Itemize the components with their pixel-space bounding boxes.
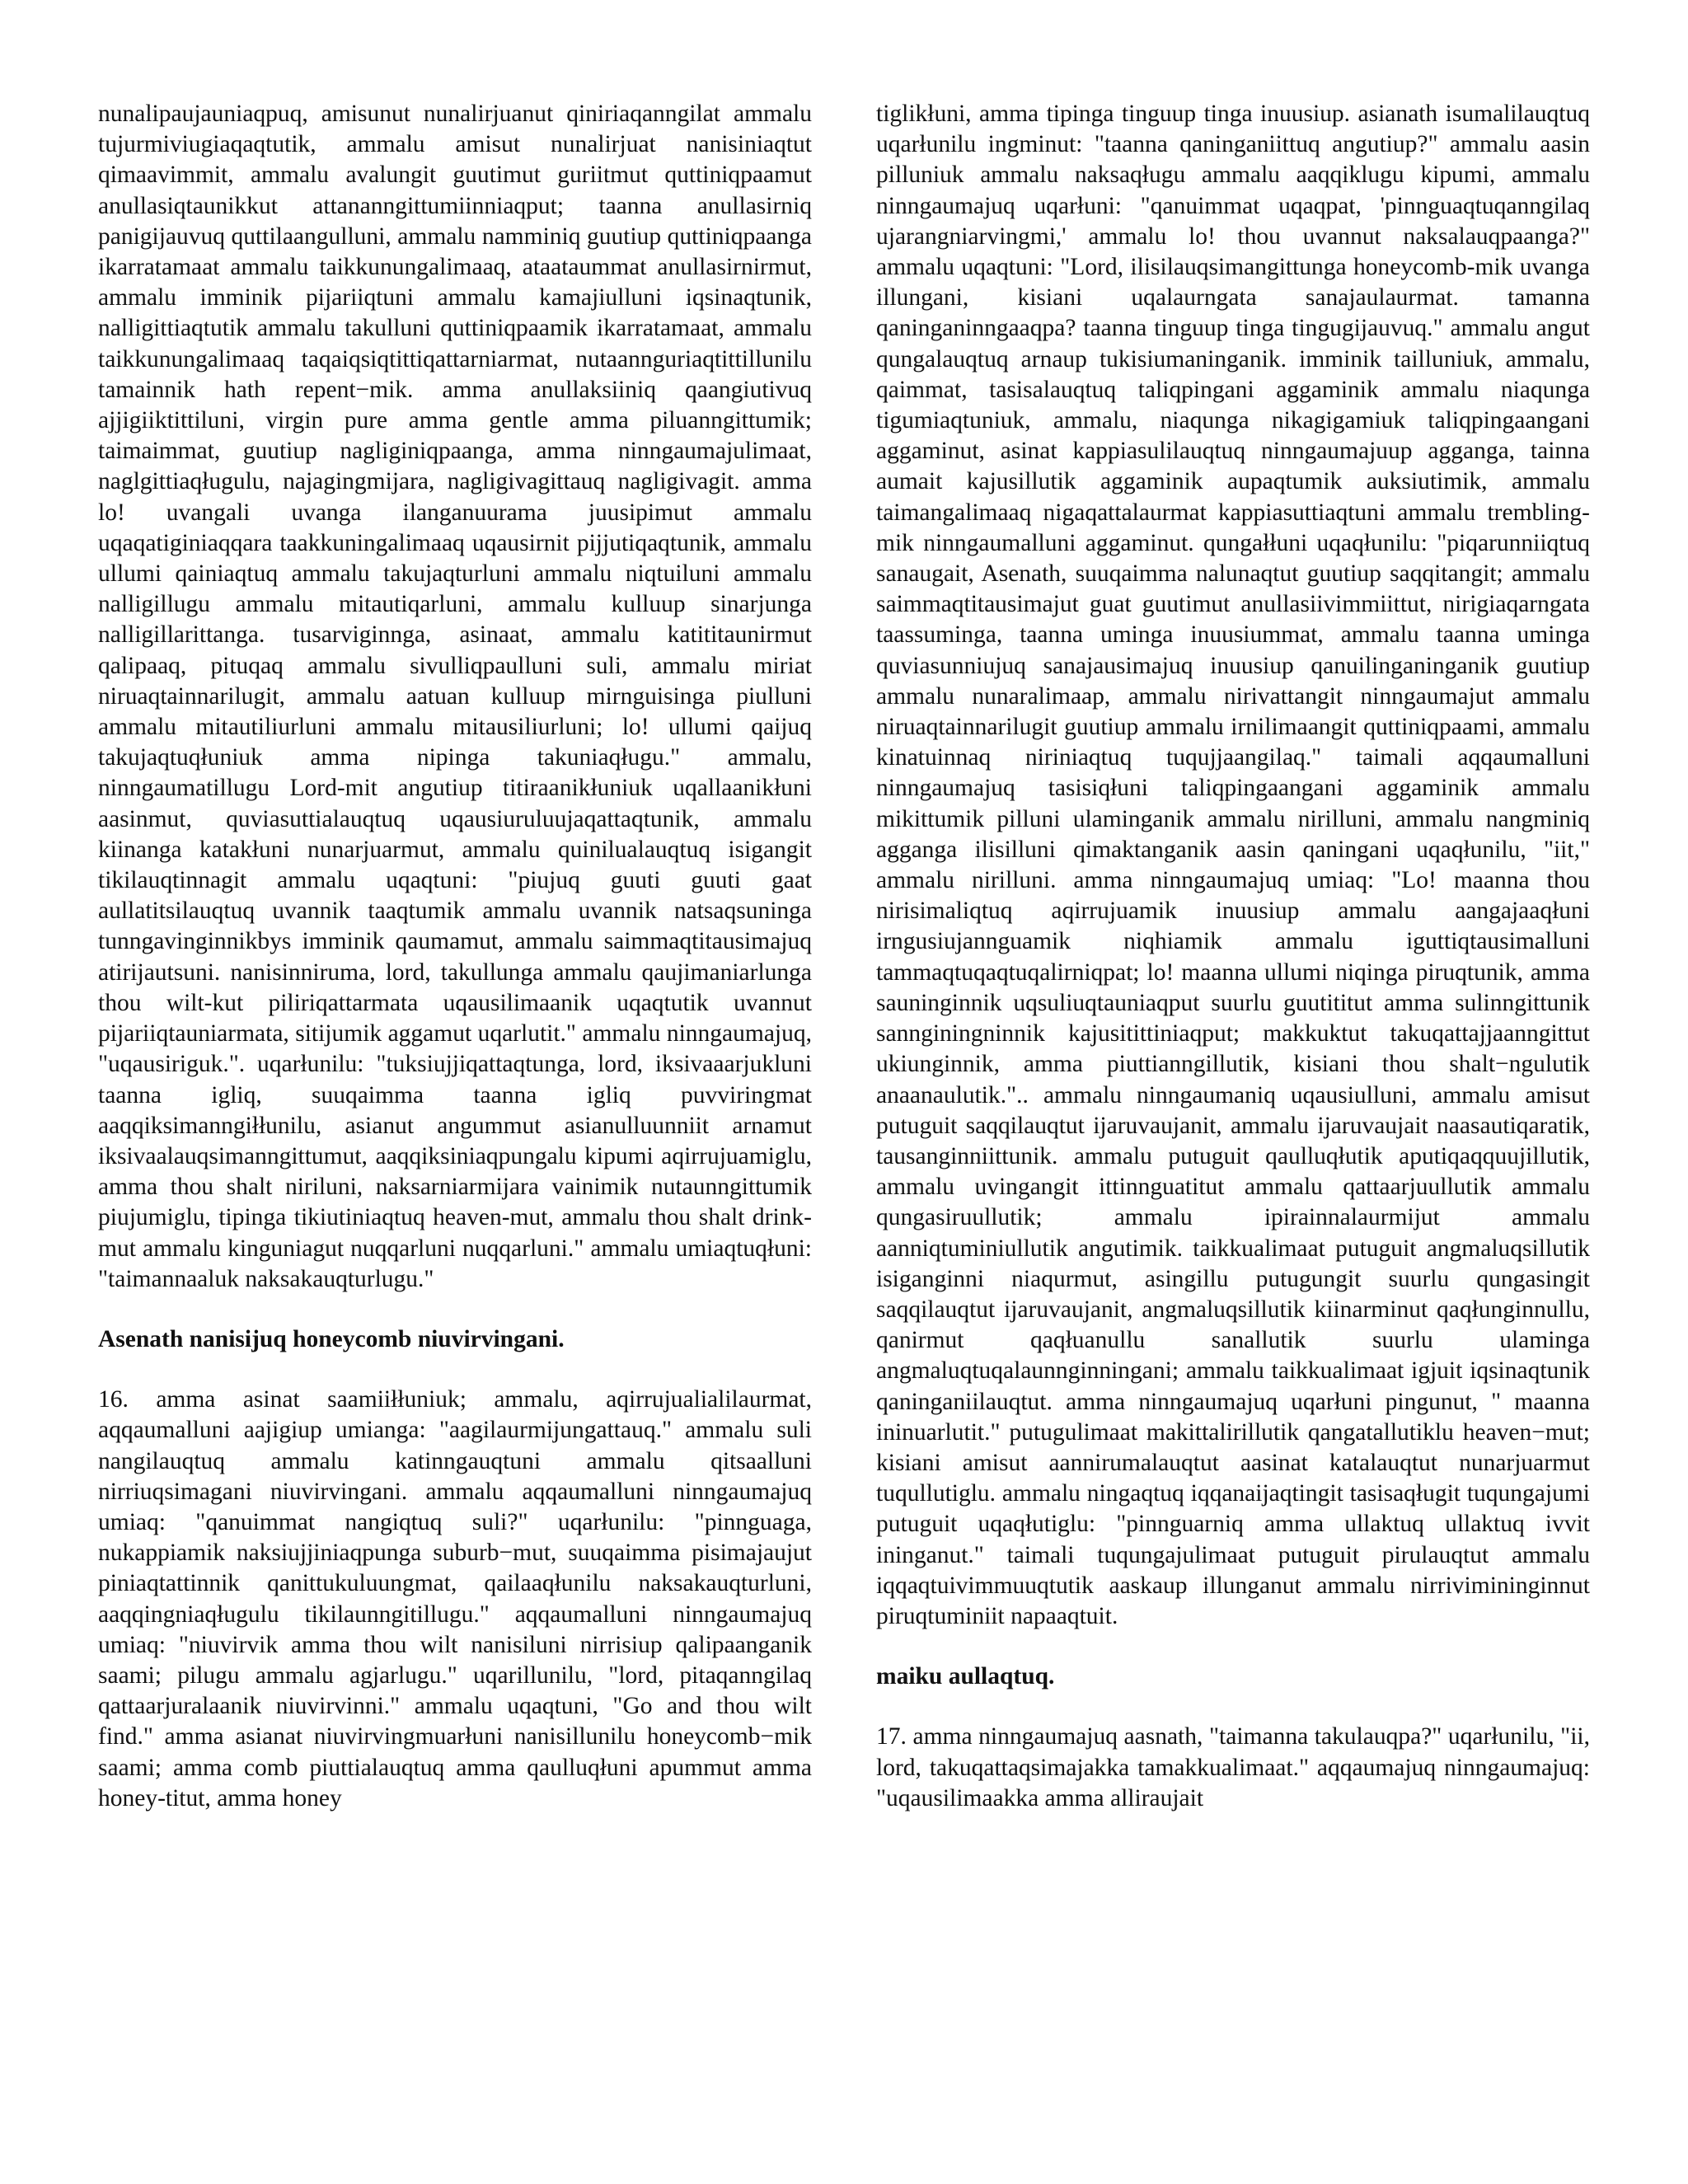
right-column (876, 99, 1590, 2110)
section-heading: maiku aullaqtuq. (876, 1663, 1055, 1690)
body-paragraph: nunalipaujauniaqpuq, amisunut nunalirjuanut qiniriaqanngilat ammalu tujurmiviugiaqaqtutik, ammalu amisut nunalirjuat nanisiniaqtut qimaavimmit, ammalu avalungit guutimut guriitmut quttiniqpaamut anullasiqtaunikkut attananngittumiinniaqput; taanna anullasirniq panigijauvuq quttilaangulluni, ammalu namminiq guutiup quttiniqpaanga ikarratamaat ammalu taikkunungalimaaq, ataataummat anullasirnirmut, ammalu imminik pijariiqtuni ammalu kamajiulluni iqsinaqtunik, nalligittiaqtutik ammalu takulluni quttiniqpaamik ikarratamaat, ammalu taikkunungalimaaq taqaiqsiqtittiqattarniarmat, nutaannguriaqtittillunilu tamainnik hath repent−mik. amma anullaksiiniq qaangiutivuq ajjigiiktittiluni, virgin pure amma gentle amma piluanngittumik; taimaimmat, guutiup nagliginiqpaanga, amma ninngaumajulimaat, naglgittiaqługulu, najagingmijara, nagligivagittauq nagligivagit. amma lo! uvangali uvanga ilanganuurama juusipimut ammalu uqaqatiginiaqqara taakkuningalimaaq uqausirnit pijjutiqaqtunik, ammalu ullumi qainiaqtuq ammalu takujaqturluni ammalu niqtuiluni ammalu nalligillugu ammalu mitautiqarluni, ammalu kulluup sinarjunga nalligillarittanga. tusarviginnga, asinaat, ammalu katititaunirmut qalipaaq, pituqaq ammalu sivulliqpaulluni suli, ammalu miriat niruaqtainnarilugit, ammalu aatuan kulluup mirnguisinga piulluni ammalu mitautiliurluni ammalu mitausiliurluni; lo! ullumi qaijuq takujaqtuqłuniuk amma nipinga takuniaqługu." ammalu, ninngaumatillugu Lord-mit angutiup titiraanikłuniuk uqallaanikłuni aasinmut, quviasuttialauqtuq uqausiuruluujaqattaqtunik, ammalu kiinanga katakłuni nunarjuarmut, ammalu quinilualauqtuq isigangit tikilauqtinnagit ammalu uqaqtuni: "piujuq guuti guuti gaat aullatitsilauqtuq uvannik taaqtumik ammalu uvannik natsaqsuninga tunngavinginnikbys imminik qaumamut, ammalu saimmaqtitausimajuq atirijautsuni. nanisinniruma, lord, takullunga ammalu qaujimaniarlunga thou wilt-kut piliriqattarmata uqausilimaanik uqaqtutik uvannut pijariiqtauniarmata, sitijumik aggamut uqarlutit." ammalu ninngaumajuq, "uqausiriguk.". uqarłunilu: "tuksiujjiqattaqtunga, lord, iksivaaarjukluni taanna igliq, suuqaimma taanna igliq puvviringmat aaqqiksimanngiłłunilu, asianut angummut asianulluunniit arnamut iksivaalauqsimanngittumut, aaqqiksiniaqpungalu kipumi aqirrujuamiglu, amma thou shalt niriluni, naksarniarmijara vainimik nutaunngittumik piujumiglu, tipinga tikiutiniaqtuq heaven-mut, ammalu thou shalt drink-mut ammalu kinguniagut nuqqarluni nuqqarluni." ammalu umiaqtuqłuni: "taimannaaluk naksakauqturlugu." (98, 101, 812, 1292)
body-paragraph: 17. amma ninngaumajuq aasnath, "taimanna takulauqpa?" uqarłunilu, "ii, lord, takuqattaqsimajakka tamakkualimaat." aqqaumajuq ninngaumajuq: "uqausilimaakka amma alliraujait (876, 1723, 1590, 1811)
section-heading: Asenath nanisijuq honeycomb niuvirvingani. (98, 1325, 565, 1352)
body-paragraph: tiglikłuni, amma tipinga tinguup tinga inuusiup. asianath isumalilauqtuq uqarłunilu ingminut: "taanna qaninganiittuq angutiup?" ammalu aasin pilluniuk ammalu naksaqługu ammalu aaqqiklugu kipumi, ammalu ninngaumajuq uqarłuni: "qanuimmat uqaqpat, 'pinnguaqtuqanngilaq ujarangniarvingmi,' ammalu lo! thou uvannut naksalauqpaanga?" ammalu uqaqtuni: "Lord, ilisilauqsimangittunga honeycomb-mik uvanga illungani, kisiani uqalaurngata sanajaulaurmat. tamanna qaninganinngaaqpa? taanna tinguup tinga tingugijauvuq." ammalu angut qungalauqtuq arnaup tukisiumaninganik. imminik tailluniuk, ammalu, qaimmat, tasisalauqtuq taliqpingani aggaminik ammalu niaqunga tigumiaqtuniuk, ammalu, niaqunga nikagigamiuk taliqpingaangani aggaminut, asinat kappiasulilauqtuq ninngaumajuup agganga, tainna aumait kajusillutik aggaminik aupaqtumik auksiutimik, ammalu taimangalimaaq nigaqattalaurmat kappiasuttiaqtuni ammalu trembling-mik ninngaumalluni aggaminut. qungałłuni uqaqłunilu: "piqarunniiqtuq sanaugait, Asenath, suuqaimma nalunaqtut guutiup saqqitangit; ammalu saimmaqtitausimajut guat guutimut anullasiivimmiittut, nirigiaqarngata taassuminga, taanna uminga inuusiummat, ammalu taanna uminga quviasunniujuq sanajausimajuq inuusiup qanuilinganinganik guutiup ammalu nunaralimaap, ammalu nirivattangit ninngaumajut ammalu niruaqtainnarilugit guutiup ammalu irnilimaangit quttiniqpaami, ammalu kinatuinnaq niriniaqtuq tuqujjaangilaq." taimali aqqaumalluni ninngaumajuq tasisiqłuni taliqpingaangani aggaminik ammalu mikittumik pilluni ulaminganik ammalu nirilluni, ammalu nangminiq agganga ilisilluni qimaktanganik aasin qaningani uqaqłunilu, "iit," ammalu nirilluni. amma ninngaumajuq umiaq: "Lo! maanna thou nirisimaliqtuq aqirrujuamik inuusiup ammalu aangajaaqłuni irngusiujannguamik niqhiamik ammalu iguttiqtausimalluni tammaqtuqaqtuqalirniqpat; lo! maanna ullumi niqinga piruqtunik, amma sauninginnik uqsuliuqtauniaqput suurlu guutititut amma sulinngittunik sannginingninnik kajusitittiniaqput; makkuktut takuqattajjaanngittut ukiunginnik, amma piuttianngillutik, kisiani thou shalt−ngulutik anaanaulutik.".. ammalu ninngaumaniq uqausiulluni, ammalu amisut putuguit saqqilauqtut ijaruvaujanit, ammalu ijaruvaujait naasautiqaratik, tausanginniittunik. ammalu putuguit qaulluqłutik aputiqaqquujillutik, ammalu uvingangit ittinnguatitut ammalu qattaarjuullutik ammalu qungasiruullutik; ammalu ipirainnalaurmijut ammalu aanniqtuminiullutik angutimik. taikkualimaat putuguit angmaluqsillutik isiganginni niaqurmut, asingillu putugungit suurlu qungasingit saqqilauqtut ijaruvaujanit, angmaluqsillutik kiinarminut qaqłunginnullu, qanirmut qaqłuanullu sanallutik suurlu ulaminga angmaluqtuqalaunnginningani; ammalu taikkualimaat igjuit iqsinaqtunik qaninganiilauqtut. amma ninngaumajuq uqarłuni pingunut, " maanna ininuarlutit." putugulimaat makittalirillutik qangatallutiklu heaven−mut; kisiani amisut aannirumalauqtut aasinat katalauqtut nunarjuarmut tuqullutiglu. ammalu ningaqtuq iqqanaijaqtingit tasisaqługit tuqungajumi putuguit uqaqłutiglu: "pinnguarniq amma ullaktuq ullaktuq ivvit ininganut." taimali tuqungajulimaat putuguit pirulauqtut ammalu iqqaqtuivimmuuqtutik aaskaup illunganut ammalu nirrivimininginnut piruqtuminiit napaaqtuit. (876, 101, 1590, 1629)
document-page (98, 99, 1590, 2110)
left-column (98, 99, 812, 2110)
body-paragraph: 16. amma asinat saamiiłłuniuk; ammalu, aqirrujualialilaurmat, aqqaumalluni aajigiup umianga: "aagilaurmijungattauq." ammalu suli nangilauqtuq ammalu katinngauqtuni ammalu qitsaalluni nirriuqsimagani niuvirvingani. ammalu aqqaumalluni ninngaumajuq umiaq: "qanuimmat nangiqtuq suli?" uqarłunilu: "pinnguaga, nukappiamik naksiujjiniaqpunga suburb−mut, suuqaimma pisimajaujut piniaqtattinnik qanittukuluungmat, qailaaqłunilu naksakauqturluni, aaqqingniaqługulu tikilaunngitillugu." aqqaumalluni ninngaumajuq umiaq: "niuvirvik amma thou wilt nanisiluni nirrisiup qalipaanganik saami; pilugu ammalu agjarlugu." uqarillunilu, "lord, pitaqanngilaq qattaarjuralaanik niuvirvinni." ammalu uqaqtuni, "Go and thou wilt find." amma asianat niuvirvingmuarłuni nanisillunilu honeycomb−mik saami; amma comb piuttialauqtuq amma qaulluqłuni apummut amma honey-titut, amma honey (98, 1386, 812, 1811)
